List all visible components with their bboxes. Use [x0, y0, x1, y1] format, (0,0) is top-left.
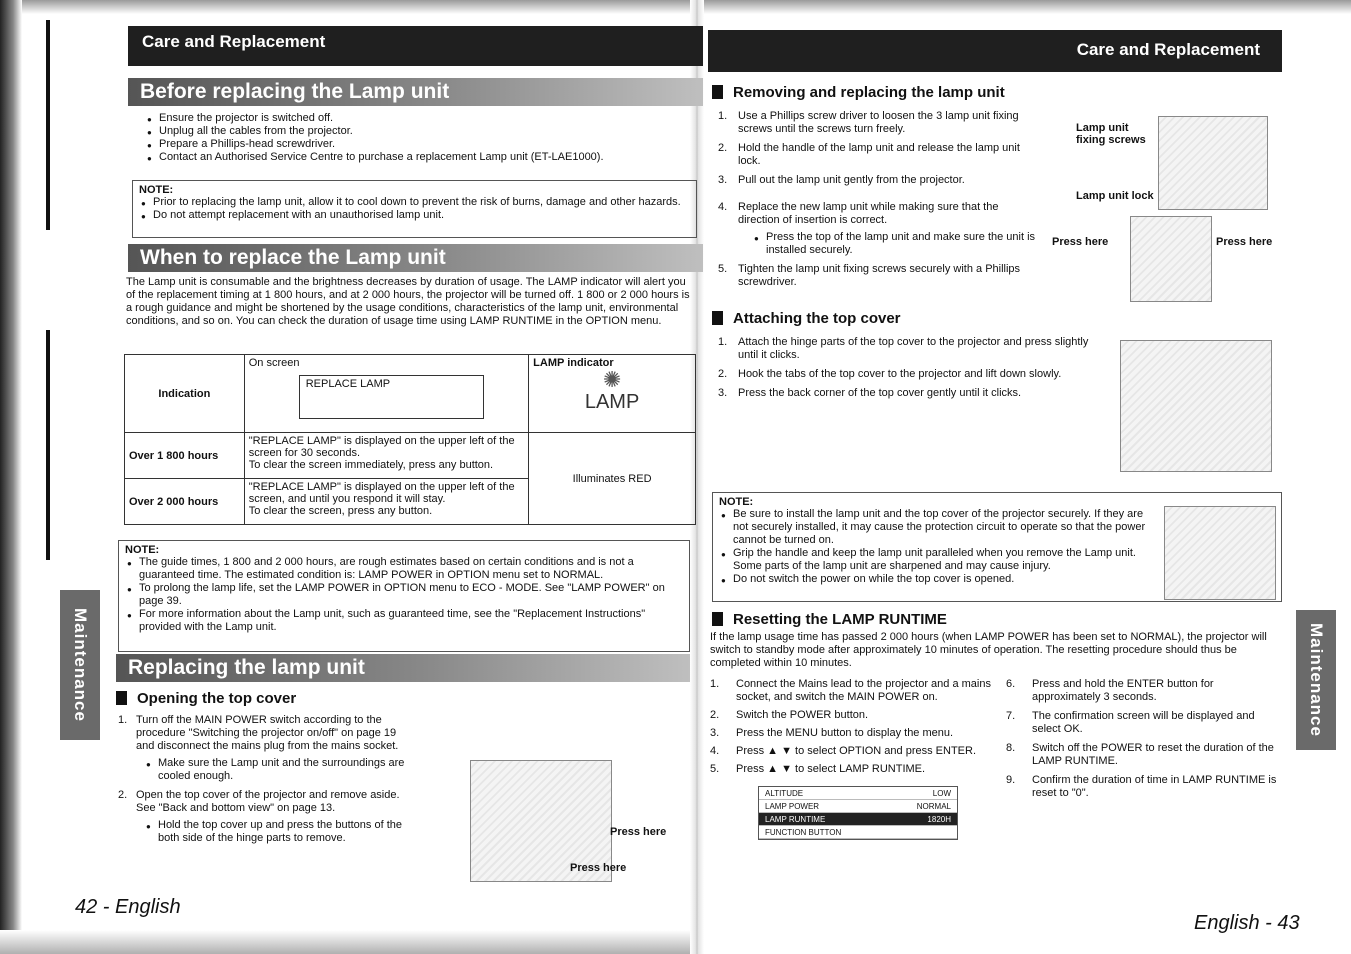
- step-text: Open the top cover of the projector and remove aside. See "Back and bottom view" on page 13.: [136, 789, 400, 814]
- bleed-bar: [46, 20, 50, 230]
- table-cell-on-screen: [244, 355, 528, 433]
- menu-row: [759, 787, 957, 800]
- row-screen-2000: [244, 479, 528, 525]
- press-here-label: Press here: [610, 826, 667, 838]
- resetting-paragraph: If the lamp usage time has passed 2 000 hours (when LAMP POWER has been set to NORMAL), the projector will switch to standby mode after approximately 10 minutes of operation. The resetting procedure should thus be completed within 10 minutes.: [710, 631, 1267, 669]
- menu-key: LAMP RUNTIME: [765, 814, 826, 824]
- press-here-label: Press here: [570, 862, 627, 874]
- replace-lamp-text: REPLACE LAMP: [305, 378, 391, 390]
- right-page-header: [708, 30, 1282, 72]
- section-replacing-title: [116, 654, 690, 682]
- opening-title-text: Opening the top cover: [137, 690, 297, 707]
- menu-row: [759, 800, 957, 813]
- menu-value: 1820H: [927, 814, 951, 824]
- list-item: ● To prolong the lamp life, set the LAMP POWER in OPTION menu to ECO - MODE. See "LAMP POWER" on page 39.: [139, 582, 683, 608]
- step-text: Pull out the lamp unit gently from the projector.: [738, 174, 965, 186]
- list-item: ● Grip the handle and keep the lamp unit paralleled when you remove the Lamp unit. Some parts of the lamp unit are sharpened and may cause injury.: [733, 547, 1153, 573]
- step-text: Press ▲ ▼ to select LAMP RUNTIME.: [736, 763, 926, 775]
- section-when-title: [128, 244, 703, 272]
- list-item: ● Prior to replacing the lamp unit, allow it to cool down to prevent the risk of burns, damage and other hazards.: [153, 196, 690, 209]
- scan-shadow-bottom: [0, 930, 690, 954]
- resetting-steps-left: [710, 678, 992, 776]
- press-here-label: Press here: [1052, 236, 1109, 248]
- list-item: ● The guide times, 1 800 and 2 000 hours, are rough estimates based on certain conditions and is not a guaranteed time. The estimated condition is: LAMP POWER in OPTION menu set to NORMAL.: [139, 556, 683, 582]
- before-note: [132, 180, 697, 238]
- side-tab-left: [60, 590, 100, 740]
- step-text: Attach the hinge parts of the top cover to the projector and press slightly until it clicks.: [738, 336, 1089, 361]
- side-tab-text: Maintenance: [71, 608, 90, 722]
- step-number: 8.: [1006, 742, 1016, 754]
- list-item: ● Press the top of the lamp unit and make sure the unit is installed securely.: [766, 231, 1036, 257]
- list-item: ● Do not switch the power on while the top cover is opened.: [733, 573, 1153, 586]
- bleed-bar: [46, 330, 50, 560]
- attaching-title-text: Attaching the top cover: [733, 310, 901, 327]
- menu-key: ALTITUDE: [765, 788, 804, 798]
- list-item: ● Do not attempt replacement with an unauthorised lamp unit.: [153, 209, 690, 222]
- menu-value: LOW: [932, 788, 951, 798]
- side-tab-right: [1296, 610, 1336, 750]
- removing-title: [712, 84, 1005, 101]
- step-text: Hook the tabs of the top cover to the projector and lift down slowly.: [738, 368, 1062, 380]
- square-bullet-icon: [116, 691, 127, 705]
- row-text: To clear the screen, press any button.: [248, 505, 433, 517]
- list-item: ● Prepare a Phillips-head screwdriver.: [159, 138, 699, 151]
- lamp-text: LAMP: [584, 391, 640, 413]
- menu-row-selected: [759, 813, 957, 826]
- step-text: Press the back corner of the top cover gently until it clicks.: [738, 387, 1022, 399]
- removing-steps: [718, 110, 1036, 289]
- step-text: Hold the handle of the lamp unit and release the lamp unit lock.: [738, 142, 1020, 167]
- resetting-title: [712, 611, 947, 628]
- page-number-right: English - 43: [1194, 912, 1300, 934]
- list-item: ● Hold the top cover up and press the buttons of the both side of the hinge parts to remove.: [158, 819, 408, 845]
- step-text: Press ▲ ▼ to select OPTION and press ENTER.: [736, 745, 977, 757]
- step-number: 1.: [718, 110, 728, 122]
- row-label-1800: Over 1 800 hours: [125, 433, 245, 479]
- square-bullet-icon: [712, 612, 723, 626]
- step-text: Switch off the POWER to reset the duration of the LAMP RUNTIME.: [1032, 742, 1274, 767]
- when-note: [118, 540, 690, 652]
- attaching-title: [712, 310, 901, 327]
- step-text: Use a Phillips screw driver to loosen the 3 lamp unit fixing screws until the screws turn freely.: [738, 110, 1019, 135]
- option-menu-screenshot: [758, 786, 958, 840]
- resetting-steps-right: [1006, 678, 1282, 800]
- list-item: ● Make sure the Lamp unit and the surroundings are cooled enough.: [158, 757, 408, 783]
- step-text: Switch the POWER button.: [736, 709, 869, 721]
- step-text: The confirmation screen will be displayed and select OK.: [1032, 710, 1255, 735]
- scan-edge-left: [0, 0, 22, 954]
- when-paragraph: The Lamp unit is consumable and the brightness decreases by duration of usage. The LAMP indicator will alert you of the replacement timing at 1 800 hours, and at 2 000 hours, the projector will be turned off. 1 800 or 2 000 hours is a rough guidance and might be shortened by the usage conditions, characteristics of the lamp unit, environmental conditions, and so on. You can check the duration of usage time using LAMP RUNTIME in the OPTION menu.: [126, 276, 690, 327]
- lamp-lock-label: Lamp unit lock: [1076, 190, 1154, 202]
- step-number: 4.: [710, 745, 720, 757]
- step-number: 2.: [118, 789, 128, 801]
- step-number: 3.: [710, 727, 720, 739]
- step-number: 5.: [718, 263, 728, 275]
- before-bullets: [145, 112, 699, 164]
- step-number: 6.: [1006, 678, 1016, 690]
- on-screen-label: On screen: [248, 357, 300, 369]
- opening-steps: [118, 714, 408, 845]
- list-item: ● Be sure to install the lamp unit and the top cover of the projector securely. If they are not securely installed, it may cause the protection circuit to operate so that the power cannot be turned on.: [733, 508, 1153, 547]
- row-screen-1800: [244, 433, 528, 479]
- before-title-text: Before replacing the Lamp unit: [140, 80, 450, 103]
- note-title: NOTE:: [125, 544, 160, 556]
- step-number: 9.: [1006, 774, 1016, 786]
- lamp-grip-illustration: [1164, 506, 1276, 600]
- menu-row: [759, 826, 957, 839]
- step-number: 2.: [718, 368, 728, 380]
- step-number: 7.: [1006, 710, 1016, 722]
- step-text: Confirm the duration of time in LAMP RUNTIME is reset to "0".: [1032, 774, 1277, 799]
- note-title: NOTE:: [139, 184, 174, 196]
- step-number: 1.: [118, 714, 128, 726]
- table-header-indication: Indication: [125, 355, 245, 433]
- attaching-steps: [718, 336, 1106, 400]
- menu-value: NORMAL: [916, 801, 951, 811]
- resetting-title-text: Resetting the LAMP RUNTIME: [733, 611, 947, 628]
- left-header-text: Care and Replacement: [142, 32, 326, 51]
- list-item: ● Ensure the projector is switched off.: [159, 112, 699, 125]
- step-text: Replace the new lamp unit while making sure that the direction of insertion is correct.: [738, 201, 999, 226]
- step-number: 2.: [718, 142, 728, 154]
- scan-shadow-top: [0, 0, 1351, 14]
- list-item: ● Contact an Authorised Service Centre to purchase a replacement Lamp unit (ET-LAE1000).: [159, 151, 699, 164]
- when-title-text: When to replace the Lamp unit: [140, 246, 446, 269]
- step-text: Tighten the lamp unit fixing screws securely with a Phillips screwdriver.: [738, 263, 1021, 288]
- step-number: 1.: [718, 336, 728, 348]
- removing-title-text: Removing and replacing the lamp unit: [733, 84, 1005, 101]
- right-header-text: Care and Replacement: [1076, 40, 1260, 59]
- replace-lamp-box: [299, 375, 484, 419]
- press-lamp-illustration: [1130, 216, 1212, 302]
- side-tab-text: Maintenance: [1307, 623, 1326, 737]
- illuminates-red: Illuminates RED: [529, 433, 696, 525]
- step-text: Connect the Mains lead to the projector and a mains socket, and switch the MAIN POWER on.: [736, 678, 991, 703]
- step-text: Turn off the MAIN POWER switch according to the procedure "Switching the projector on/off" on page 19 and disconnect the mains plug from the mains socket.: [136, 714, 399, 752]
- table-cell-lamp-indicator: [529, 355, 696, 433]
- step-number: 2.: [710, 709, 720, 721]
- step-number: 3.: [718, 387, 728, 399]
- row-text: "REPLACE LAMP" is displayed on the upper left of the screen, and until you respond it will stay.: [248, 481, 515, 505]
- top-cover-illustration: [1120, 340, 1272, 472]
- opening-title: [116, 690, 296, 707]
- lamp-screws-label: Lamp unit fixing screws: [1076, 122, 1146, 146]
- page-number-left: 42 - English: [75, 896, 181, 918]
- left-page-header: [128, 26, 703, 66]
- step-number: 1.: [710, 678, 720, 690]
- row-text: "REPLACE LAMP" is displayed on the upper left of the screen for 30 seconds.: [248, 435, 515, 459]
- row-label-2000: Over 2 000 hours: [125, 479, 245, 525]
- step-number: 5.: [710, 763, 720, 775]
- square-bullet-icon: [712, 85, 723, 99]
- lamp-unit-illustration: [1158, 116, 1268, 210]
- step-number: 3.: [718, 174, 728, 186]
- lamp-indication-table: [124, 354, 696, 525]
- note-title: NOTE:: [719, 496, 754, 508]
- step-number: 4.: [718, 201, 728, 213]
- press-here-label: Press here: [1216, 236, 1273, 248]
- list-item: ● Unplug all the cables from the projector.: [159, 125, 699, 138]
- section-before-title: [128, 78, 703, 106]
- lamp-light-icon: ✺: [602, 367, 622, 392]
- menu-key: FUNCTION BUTTON: [765, 827, 842, 837]
- menu-key: LAMP POWER: [765, 801, 820, 811]
- lamp-indicator-label: LAMP indicator: [533, 357, 614, 369]
- step-text: Press and hold the ENTER button for approximately 3 seconds.: [1032, 678, 1214, 703]
- step-text: Press the MENU button to display the menu.: [736, 727, 954, 739]
- row-text: To clear the screen immediately, press any button.: [248, 459, 494, 471]
- list-item: ● For more information about the Lamp unit, such as guaranteed time, see the "Replacement Instructions" provided with the Lamp unit.: [139, 608, 683, 634]
- replacing-title-text: Replacing the lamp unit: [128, 656, 365, 679]
- square-bullet-icon: [712, 311, 723, 325]
